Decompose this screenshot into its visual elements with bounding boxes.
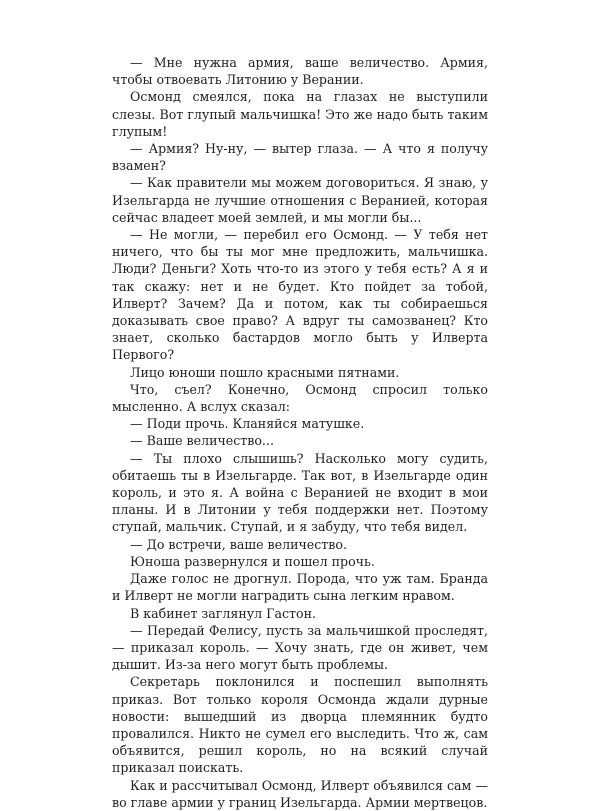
paragraph: — Как правители мы можем договориться. Я знаю, у Изельгарда не лучшие отношения с Веранией, которая сейчас владеет моей землей, и мы могли бы... <box>112 175 488 225</box>
paragraph: — Передай Фелису, пусть за мальчишкой проследят, — приказал король. — Хочу знать, где он живет, чем дышит. Из-за него могут быть проблемы. <box>112 622 488 673</box>
paragraph: — Мне нужна армия, ваше величество. Армия, чтобы отвоевать Литонию у Верании. <box>112 55 488 88</box>
paragraph: — До встречи, ваше величество. <box>130 536 347 552</box>
paragraph: Секретарь поклонился и поспешил выполнять приказ. Вот только короля Осмонда ждали дурные новости: вышедший из дворца племянник будто провалился. Никто не сумел его выследить. Что ж, сам объявится, решил король, но на всякий случай приказал поискать. <box>112 674 488 776</box>
paragraph: Юноша развернулся и пошел прочь. <box>130 553 375 569</box>
paragraph: Лицо юноши пошло красными пятнами. <box>130 364 400 380</box>
paragraph: В кабинет заглянул Гастон. <box>130 605 317 621</box>
paragraph: — Армия? Ну-ну, — вытер глаза. — А что я получу взамен? <box>112 141 488 174</box>
paragraph: — Не могли, — перебил его Осмонд. — У тебя нет ничего, что бы ты мог мне предложить, мальчишка. Люди? Деньги? Хоть что-то из этого у тебя есть? А я и так скажу: нет и не будет. Кто пойдет за тобой, Илверт? Зачем? Да и потом, как ты собираешься доказывать свое право? А вдруг ты самозванец? Кто знает, сколько бастардов могло быть у Илверта Первого? <box>112 227 488 363</box>
paragraph: Что, съел? Конечно, Осмонд спросил только мысленно. А вслух сказал: <box>112 381 488 415</box>
paragraph: — Ваше величество... <box>130 433 274 449</box>
paragraph: — Поди прочь. Кланяйся матушке. <box>130 416 365 432</box>
paragraph: — Ты плохо слышишь? Насколько могу судить, обитаешь ты в Изельгарде. Так вот, в Изельгарде один король, и это я. А война с Веранией не входит в мои планы. И в Литонии у тебя поддержки нет. Поэтому ступай, мальчик. Ступай, и я забуду, что тебя видел. <box>112 450 488 535</box>
book-page <box>112 54 488 811</box>
paragraph: Даже голос не дрогнул. Порода, что уж там. Бранда и Илверт не могли наградить сына легким нравом. <box>112 571 488 604</box>
paragraph: Как и рассчитывал Осмонд, Илверт объявился сам — во главе армии у границ Изельгарда. Армии мертвецов. <box>112 777 488 810</box>
paragraph: Осмонд смеялся, пока на глазах не выступили слезы. Вот глупый мальчишка! Это же надо быть таким глупым! <box>112 89 488 139</box>
